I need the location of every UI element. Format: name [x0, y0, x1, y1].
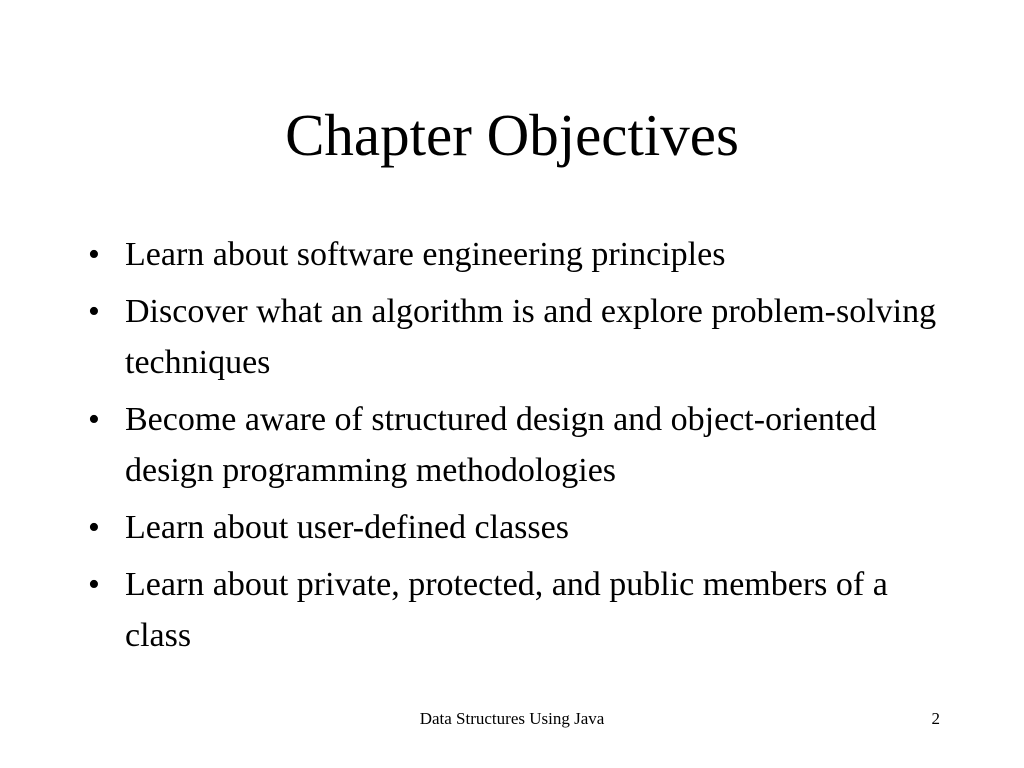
bullet-icon: •	[88, 236, 100, 273]
bullet-item	[88, 394, 948, 496]
bullet-icon: •	[88, 293, 100, 330]
bullet-item	[88, 229, 948, 280]
footer-title: Data Structures Using Java	[419, 709, 605, 728]
bullet-text: Learn about software engineering principles	[125, 236, 726, 273]
slide-title: Chapter Objectives	[285, 102, 739, 168]
bullet-item	[88, 286, 948, 388]
bullet-item	[88, 502, 948, 553]
bullet-icon: •	[88, 401, 100, 438]
bullet-icon: •	[88, 566, 100, 603]
bullet-icon: •	[88, 509, 100, 546]
bullet-text: Discover what an algorithm is and explore problem-solving techniques	[125, 293, 937, 381]
bullet-text: Become aware of structured design and object-oriented design programming methodologies	[125, 401, 877, 489]
bullet-text: Learn about private, protected, and public members of a class	[125, 566, 888, 654]
page-number: 2	[931, 709, 940, 728]
bullet-item	[88, 559, 948, 661]
bullet-list	[88, 229, 948, 667]
bullet-text: Learn about user-defined classes	[125, 509, 569, 546]
